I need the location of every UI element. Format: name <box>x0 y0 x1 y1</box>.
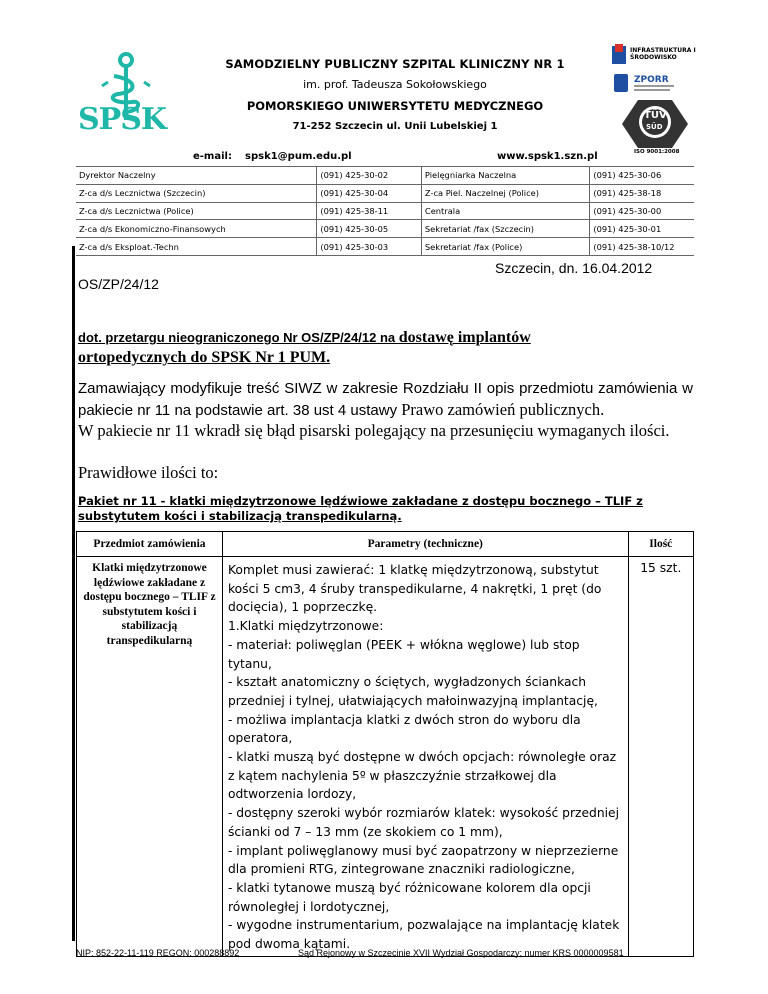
contact-name: Z-ca Piel. Naczelnej (Police) <box>421 184 589 202</box>
header-parameters: Parametry (techniczne) <box>222 532 628 557</box>
contact-phone: (091) 425-30-04 <box>317 184 422 202</box>
para1-text: Zamawiający modyfikuje treść SIWZ w zakresie Rozdziału II opis przedmiotu zamówienia w pakiecie nr 11 na podstawie art. 38 ust 4 ustawy <box>78 380 693 419</box>
header-subject: Przedmiot zamówienia <box>77 532 223 557</box>
param-line: - materiał: poliwęglan (PEEK + włókna węglowe) lub stop tytanu, <box>227 637 580 671</box>
para1-serif: Prawo zamówień publicznych. <box>401 400 605 419</box>
contact-phone: (091) 425-38-10/12 <box>590 238 694 256</box>
param-line: - klatki muszą być dostępne w dwóch opcjach: równoległe oraz z kątem nachylenia 5º w płaszczyźnie strzałkowej dla odtworzenia lordozy, <box>227 750 617 802</box>
contact-row <box>76 167 694 185</box>
contact-row <box>76 220 694 238</box>
param-line: - dostępny szeroki wybór rozmiarów klatek: wysokość przedniej ścianki od 7 – 13 mm (ze skokiem co 1 mm), <box>227 806 620 839</box>
param-line: - implant poliwęglanowy musi być zaopatrzony w nieprzezierne dla promieni RTG, zintegrowane znaczniki radiologiczne, <box>227 843 619 877</box>
logo-text: SPSK <box>78 102 166 137</box>
correct-quantities-label: Prawidłowe ilości to: <box>78 463 219 482</box>
iso-text: ISO 9001:2008 <box>634 149 680 155</box>
contact-row <box>76 184 694 202</box>
contacts-table <box>76 166 694 256</box>
contact-phone: (091) 425-30-02 <box>317 167 422 185</box>
letter-subject <box>78 328 698 368</box>
subject-part2: dostawę implantów <box>398 329 531 346</box>
footer-court: Sąd Rejonowy w Szczecinie XVII Wydział Gospodarczy; numer KRS 0000009581 <box>298 948 624 958</box>
contact-name: Z-ca d/s Lecznictwa (Police) <box>76 202 317 220</box>
subject-line2: ortopedycznych do SPSK Nr 1 PUM. <box>78 349 331 366</box>
contact-phone: (091) 425-30-01 <box>590 220 694 238</box>
zporr-badge <box>612 72 702 96</box>
error-paragraph: W pakiecie nr 11 wkradł się błąd pisarski polegający na przesunięciu wymaganych ilości. <box>78 421 670 440</box>
modification-paragraph <box>78 378 693 421</box>
tuv-certificate-badge <box>616 98 694 158</box>
contact-name: Pielęgniarka Naczelna <box>421 167 589 185</box>
hospital-patron: im. prof. Tadeusza Sokołowskiego <box>303 78 487 91</box>
email-address[interactable]: spsk1@pum.edu.pl <box>245 151 352 162</box>
reference-number: OS/ZP/24/12 <box>78 276 159 292</box>
contact-row <box>76 238 694 256</box>
item-parameters <box>222 557 628 957</box>
contact-phone: (091) 425-38-18 <box>590 184 694 202</box>
contact-phone: (091) 425-30-05 <box>317 220 422 238</box>
hospital-address: 71-252 Szczecin ul. Unii Lubelskiej 1 <box>292 121 498 132</box>
param-line: 1.Klatki międzytrzonowe: <box>227 619 384 634</box>
university-name: POMORSKIEGO UNIWERSYTETU MEDYCZNEGO <box>246 99 544 113</box>
contact-name: Sekretariat /fax (Police) <box>421 238 589 256</box>
param-line: - możliwa implantacja klatki z dwóch stron do wyboru dla operatora, <box>227 712 581 746</box>
param-line: - wygodne instrumentarium, pozwalające na implantację klatek pod dwoma kątami. <box>227 918 620 952</box>
contact-phone: (091) 425-38-11 <box>317 202 422 220</box>
contact-row <box>76 202 694 220</box>
specification-table <box>76 531 694 957</box>
contact-name: Z-ca d/s Ekonomiczno-Finansowych <box>76 220 317 238</box>
header-quantity: Ilość <box>628 532 693 557</box>
contact-name: Z-ca d/s Eksploat.-Techn <box>76 238 317 256</box>
table-row <box>77 557 694 957</box>
param-line: Komplet musi zawierać: 1 klatkę międzytrzonową, substytut kości 5 cm3, 4 śruby transpedikularne, 4 nakrętki, 1 pręt (do docięcia), 1 poprzeczkę. <box>227 563 602 615</box>
hospital-logo <box>78 42 188 137</box>
letter-date: Szczecin, dn. 16.04.2012 <box>495 260 653 276</box>
table-header-row <box>77 532 694 557</box>
contact-name: Dyrektor Naczelny <box>76 167 317 185</box>
contact-name: Centrala <box>421 202 589 220</box>
infrastructure-badge <box>612 44 702 68</box>
contact-name: Sekretariat /fax (Szczecin) <box>421 220 589 238</box>
tuv-sub-text: SÜD <box>646 123 663 131</box>
item-quantity: 15 szt. <box>628 557 693 957</box>
tuv-text: TÜV <box>644 110 667 121</box>
contact-phone: (091) 425-30-03 <box>317 238 422 256</box>
param-line: - klatki tytanowe muszą być różnicowane kolorem dla opcji równoległej i lordotycznej, <box>227 880 591 914</box>
package-title: Pakiet nr 11 - klatki międzytrzonowe lędźwiowe zakładane z dostępu bocznego – TLIF z substytutem kości i stabilizacją transpedikularną. <box>78 494 643 523</box>
website-link[interactable]: www.spsk1.szn.pl <box>497 151 598 162</box>
item-name: Klatki międzytrzonowe lędźwiowe zakładane z dostępu bocznego – TLIF z substytutem kości i stabilizacją transpedikularną <box>77 557 223 957</box>
infra-badge-text: INFRASTRUKTURA I ŚRODOWISKO <box>630 47 696 61</box>
left-margin-rule <box>72 246 75 941</box>
footer-ids: NIP: 852-22-11-119 REGON: 000288892 <box>76 948 240 958</box>
email-label: e-mail: <box>193 151 232 162</box>
zporr-badge-text: ZPORR <box>634 75 669 85</box>
contact-phone: (091) 425-30-00 <box>590 202 694 220</box>
contact-name: Z-ca d/s Lecznictwa (Szczecin) <box>76 184 317 202</box>
param-line: - kształt anatomiczny o ściętych, wygładzonych ściankach przedniej i tylnej, ułatwiających małoinwazyjną implantację, <box>227 675 598 708</box>
contact-phone: (091) 425-30-06 <box>590 167 694 185</box>
subject-part1: dot. przetargu nieograniczonego Nr OS/ZP/24/12 na <box>78 330 399 345</box>
hospital-name: SAMODZIELNY PUBLICZNY SZPITAL KLINICZNY NR 1 <box>225 57 565 71</box>
